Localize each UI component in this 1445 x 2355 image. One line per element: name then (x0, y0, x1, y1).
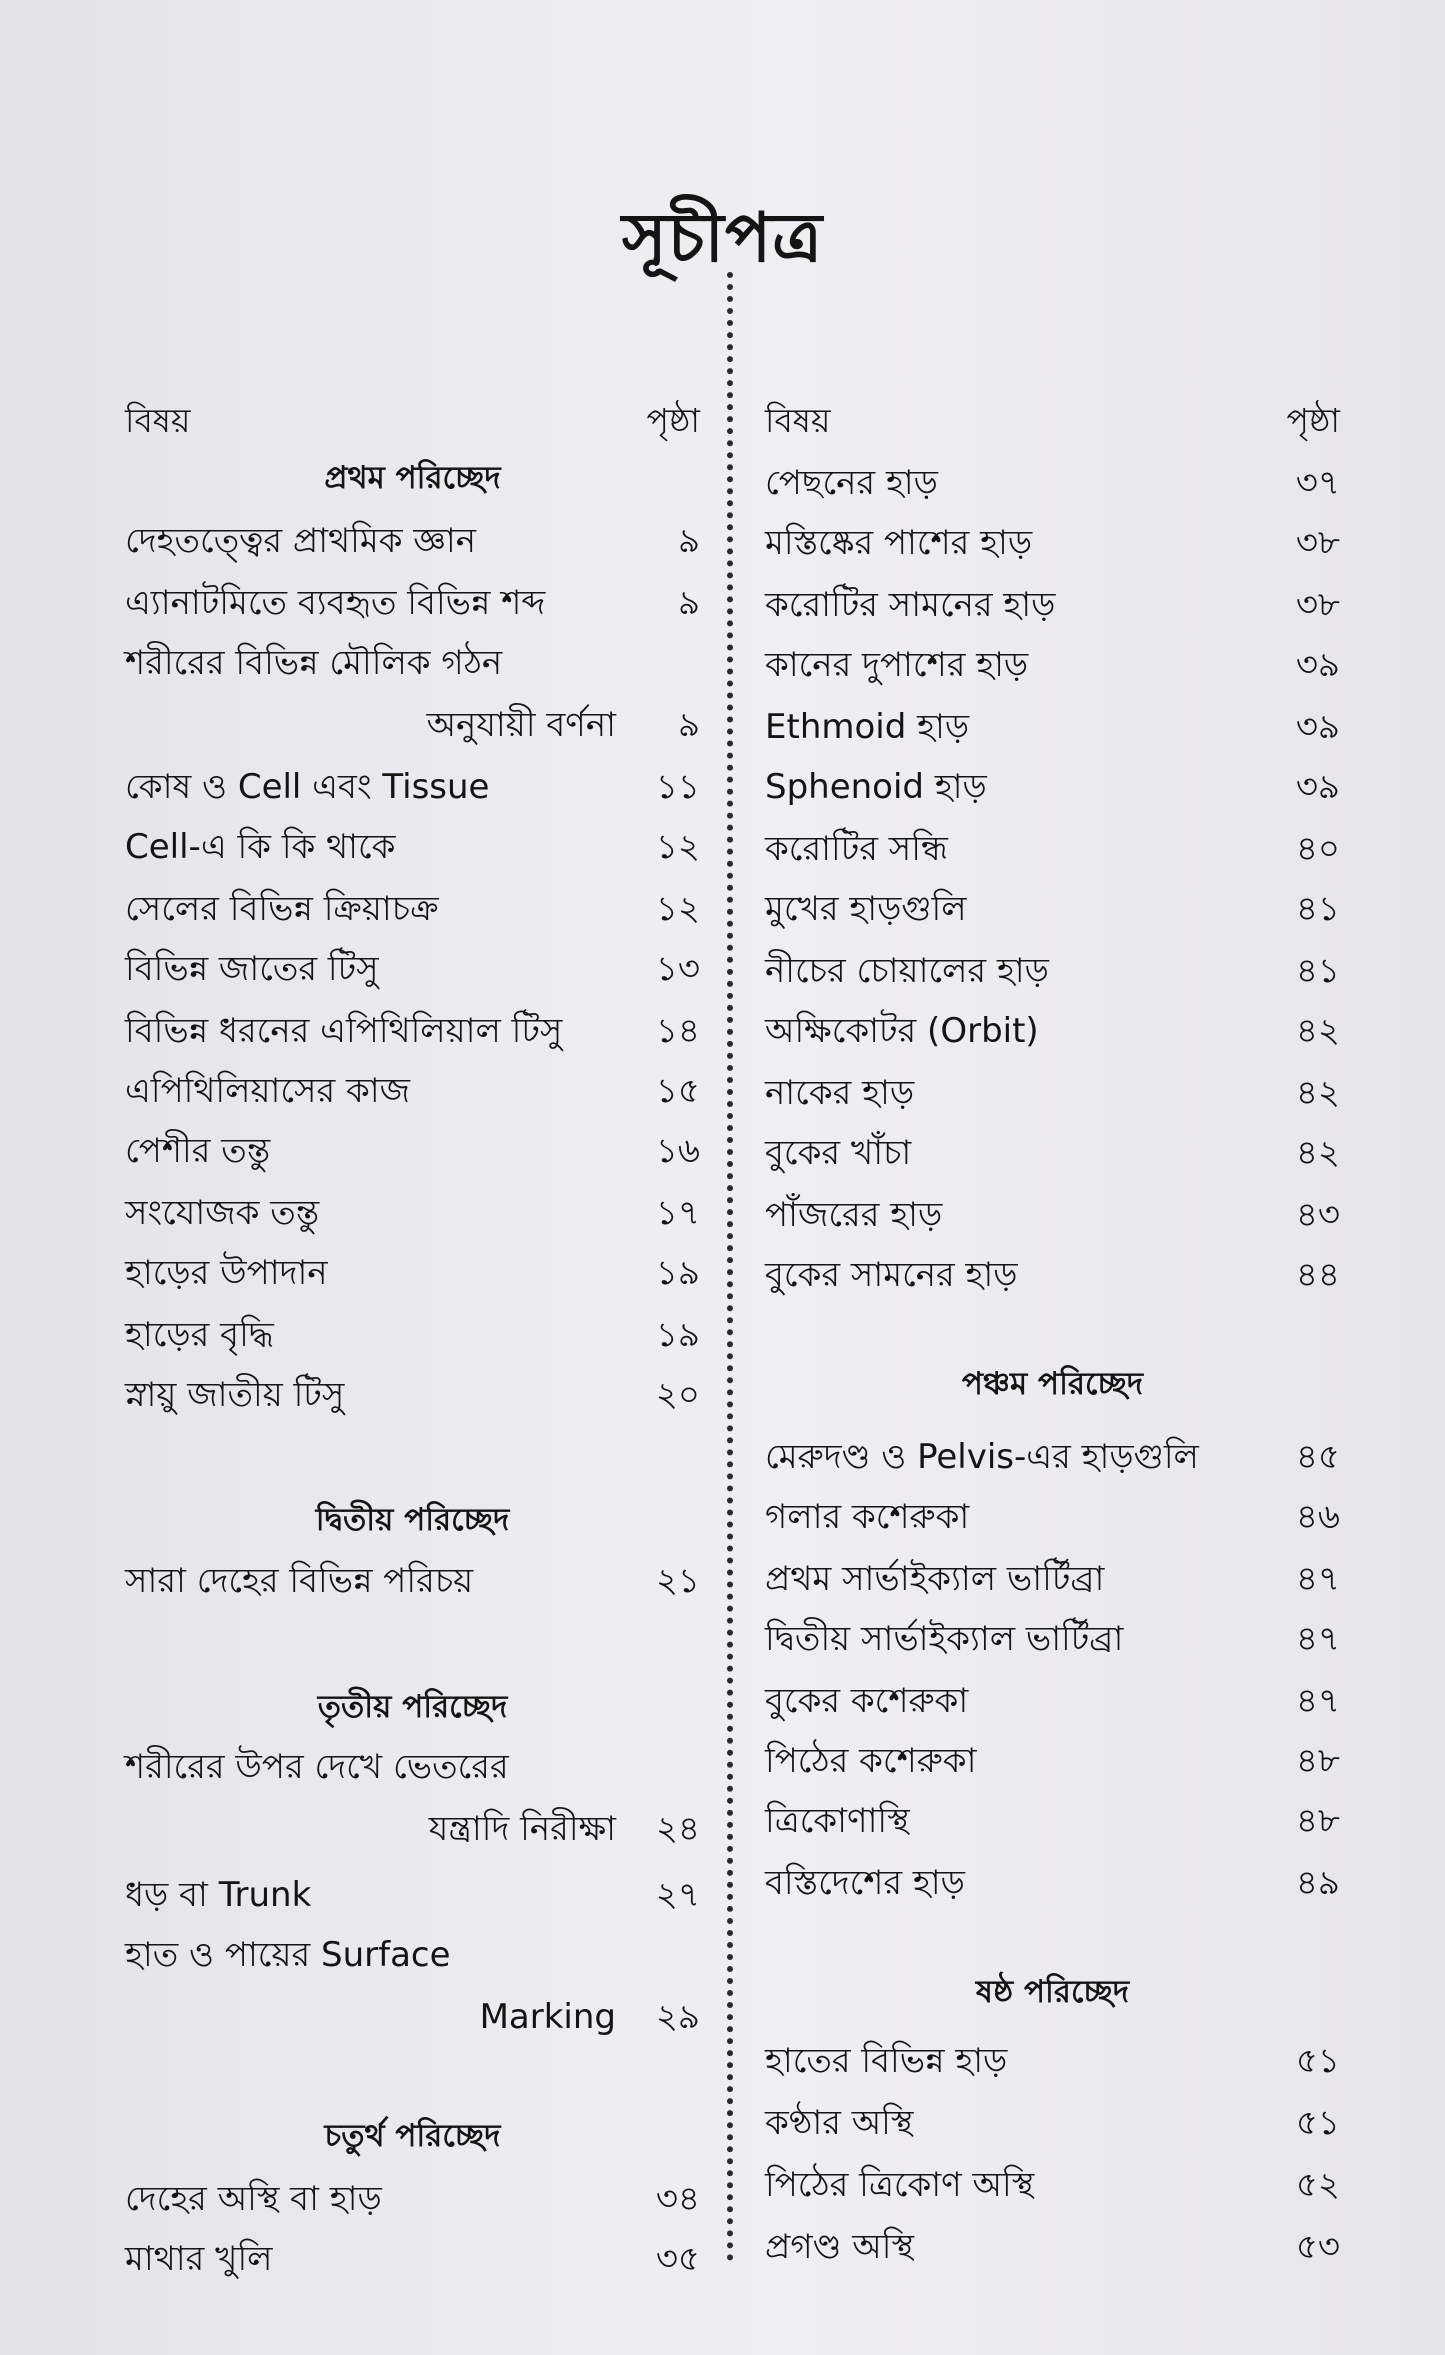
entry-title: বস্তিদেশের হাড় (765, 1863, 965, 1903)
entry-title: হাড়ের উপাদান (125, 1253, 328, 1293)
entry-title: কানের দুপাশের হাড় (765, 645, 1029, 685)
toc-entry[interactable] (125, 2233, 700, 2285)
entry-page: ১৩ (655, 949, 700, 989)
entry-page: ৪৭ (1295, 1559, 1340, 1599)
entry-title: করোটির সন্ধি (765, 829, 948, 869)
entry-page: ৪০ (1295, 829, 1340, 869)
entry-page: ২৯ (655, 1997, 700, 2037)
entry-title: Cell-এ কি কি থাকে (125, 827, 396, 867)
toc-entry[interactable] (125, 577, 700, 629)
entry-page: ৪৬ (1295, 1497, 1340, 1537)
entry-page: ৪১ (1295, 889, 1340, 929)
entry-title: Marking (479, 1997, 616, 2037)
toc-entry[interactable] (125, 761, 700, 813)
toc-entry[interactable] (765, 2159, 1340, 2211)
entry-page: ৯ (677, 521, 700, 561)
toc-entry[interactable] (765, 1795, 1340, 1847)
entry-page: ৪৭ (1295, 1681, 1340, 1721)
chapter-heading: দ্বিতীয় পরিচ্ছেদ (315, 1502, 510, 1538)
entry-title: সেলের বিভিন্ন ক্রিয়াচক্র (125, 889, 439, 929)
entry-title: নীচের চোয়ালের হাড় (765, 951, 1049, 991)
entry-page: ৪২ (1295, 1073, 1340, 1113)
toc-entry[interactable] (125, 883, 700, 935)
toc-entry[interactable] (765, 2221, 1340, 2273)
entry-page: ৪৭ (1295, 1619, 1340, 1659)
entry-page: ১৯ (655, 1315, 700, 1355)
entry-title: অক্ষিকোটর (Orbit) (765, 1011, 1039, 1051)
entry-title: দেহের অস্থি বা হাড় (125, 2179, 382, 2219)
entry-title: করোটির সামনের হাড় (765, 585, 1056, 625)
entry-page: ১২ (655, 889, 700, 929)
entry-page: ৫১ (1295, 2103, 1340, 2143)
toc-entry[interactable] (125, 1929, 700, 1981)
entry-page: ৪৩ (1295, 1195, 1340, 1235)
toc-entry[interactable] (125, 1065, 700, 1117)
toc-entry[interactable] (765, 457, 1340, 509)
entry-title: মস্তিষ্কের পাশের হাড় (765, 523, 1033, 563)
entry-title: দ্বিতীয় সার্ভাইক্যাল ভার্টিব্রা (765, 1619, 1124, 1659)
entry-title: পিঠের ত্রিকোণ অস্থি (765, 2165, 1035, 2205)
entry-page: ১২ (655, 827, 700, 867)
left-header-row (125, 395, 700, 447)
toc-entry[interactable] (765, 1491, 1340, 1543)
toc-entry[interactable] (125, 637, 700, 689)
entry-title: Ethmoid হাড় (765, 707, 970, 747)
entry-page: ১৬ (655, 1131, 700, 1171)
entry-title: বিভিন্ন জাতের টিসু (125, 949, 379, 989)
toc-entry[interactable] (125, 943, 700, 995)
toc-right-column (765, 395, 1340, 2295)
entry-title: প্রগণ্ড অস্থি (765, 2227, 914, 2267)
entry-page: ৫১ (1295, 2041, 1340, 2081)
toc-entry[interactable] (125, 1869, 700, 1921)
entry-title: মেরুদণ্ড ও Pelvis-এর হাড়গুলি (765, 1437, 1199, 1477)
toc-entry[interactable] (125, 2173, 700, 2225)
entry-title: বুকের খাঁচা (765, 1133, 912, 1173)
entry-title: পেছনের হাড় (765, 463, 938, 503)
entry-title: কণ্ঠার অস্থি (765, 2103, 914, 2143)
entry-title: শরীরের বিভিন্ন মৌলিক গঠন (125, 643, 503, 683)
toc-entry[interactable] (765, 1431, 1340, 1483)
entry-page: ৩৫ (655, 2239, 700, 2279)
toc-entry[interactable] (125, 1247, 700, 1299)
entry-page: ৪৯ (1295, 1863, 1340, 1903)
entry-page: ৪১ (1295, 951, 1340, 991)
toc-entry[interactable] (765, 1005, 1340, 1057)
entry-title: কোষ ও Cell এবং Tissue (125, 767, 490, 807)
entry-title: হাড়ের বৃদ্ধি (125, 1315, 274, 1355)
toc-entry[interactable] (125, 1555, 700, 1607)
entry-title: বুকের কশেরুকা (765, 1681, 969, 1721)
page-heading: পৃষ্ঠা (646, 401, 700, 440)
entry-title: ধড় বা Trunk (125, 1875, 312, 1915)
entry-title: যন্ত্রাদি নিরীক্ষা (428, 1809, 616, 1849)
entry-title: গলার কশেরুকা (765, 1497, 970, 1537)
entry-page: ৩৮ (1295, 523, 1340, 563)
toc-entry[interactable] (765, 761, 1340, 813)
entry-page: ৩৭ (1295, 463, 1340, 503)
entry-page: ৩৯ (1295, 645, 1340, 685)
chapter-heading: পঞ্চম পরিচ্ছেদ (961, 1366, 1144, 1402)
entry-title: হাত ও পায়ের Surface (125, 1935, 451, 1975)
entry-title: এ্যানাটমিতে ব্যবহৃত বিভিন্ন শব্দ (125, 583, 546, 623)
entry-title: দেহতত্ত্বের প্রাথমিক জ্ঞান (125, 521, 477, 561)
chapter-heading: ষষ্ঠ পরিচ্ছেদ (975, 1974, 1130, 2010)
entry-title: মাথার খুলি (125, 2239, 273, 2279)
chapter-heading: প্রথম পরিচ্ছেদ (324, 460, 501, 496)
entry-page: ৫২ (1295, 2165, 1340, 2205)
toc-entry[interactable] (765, 701, 1340, 753)
entry-title: নাকের হাড় (765, 1073, 915, 1113)
entry-page: ২০ (655, 1375, 700, 1415)
entry-page: ৪৪ (1295, 1255, 1340, 1295)
entry-title: প্রথম সার্ভাইক্যাল ভার্টিব্রা (765, 1559, 1105, 1599)
entry-page: ২৪ (655, 1809, 700, 1849)
entry-page: ৩৮ (1295, 585, 1340, 625)
toc-entry[interactable] (125, 1741, 700, 1793)
toc-entry[interactable] (125, 1125, 700, 1177)
toc-entry[interactable] (765, 517, 1340, 569)
toc-entry[interactable] (765, 579, 1340, 631)
toc-entry[interactable] (765, 1857, 1340, 1909)
entry-page: ৯ (677, 705, 700, 745)
entry-page: ৯ (677, 583, 700, 623)
entry-page: ১৫ (655, 1071, 700, 1111)
toc-entry[interactable] (765, 1067, 1340, 1119)
entry-title: বিভিন্ন ধরনের এপিথিলিয়াল টিসু (125, 1011, 563, 1051)
toc-entry[interactable] (765, 2097, 1340, 2149)
entry-title: অনুযায়ী বর্ণনা (426, 705, 616, 745)
toc-entry[interactable] (765, 1189, 1340, 1241)
toc-entry[interactable] (125, 1369, 700, 1421)
column-divider (727, 272, 733, 2262)
toc-entry-continued[interactable] (125, 1991, 700, 2043)
entry-page: ২১ (655, 1561, 700, 1601)
toc-entry[interactable] (765, 2035, 1340, 2087)
entry-title: পেশীর তন্তু (125, 1131, 271, 1171)
entry-page: ১৪ (655, 1011, 700, 1051)
entry-title: পাঁজরের হাড় (765, 1195, 943, 1235)
toc-entry[interactable] (765, 883, 1340, 935)
toc-entry-continued[interactable] (125, 699, 700, 751)
entry-page: ৪৮ (1295, 1801, 1340, 1841)
entry-page: ৩৪ (655, 2179, 700, 2219)
entry-page: ৪৫ (1295, 1437, 1340, 1477)
entry-page: ৪২ (1295, 1133, 1340, 1173)
right-header-row (765, 395, 1340, 447)
entry-title: স্নায়ু জাতীয় টিসু (125, 1375, 345, 1415)
entry-title: সারা দেহের বিভিন্ন পরিচয় (125, 1561, 474, 1601)
toc-entry[interactable] (125, 1005, 700, 1057)
entry-page: ৩৯ (1295, 767, 1340, 807)
toc-entry[interactable] (125, 1187, 700, 1239)
entry-page: ১১ (655, 767, 700, 807)
chapter-heading: চতুর্থ পরিচ্ছেদ (324, 2118, 501, 2154)
toc-entry[interactable] (765, 1613, 1340, 1665)
entry-page: ২৭ (655, 1875, 700, 1915)
toc-entry-continued[interactable] (125, 1803, 700, 1855)
toc-entry[interactable] (765, 1735, 1340, 1787)
entry-title: হাতের বিভিন্ন হাড় (765, 2041, 1008, 2081)
entry-page: ৫৩ (1295, 2227, 1340, 2267)
entry-title: এপিথিলিয়াসের কাজ (125, 1071, 411, 1111)
entry-title: শরীরের উপর দেখে ভেতরের (125, 1747, 509, 1787)
entry-title: Sphenoid হাড় (765, 767, 987, 807)
entry-page: ৩৯ (1295, 707, 1340, 747)
entry-title: মুখের হাড়গুলি (765, 889, 967, 929)
toc-entry[interactable] (765, 945, 1340, 997)
page-heading: পৃষ্ঠা (1286, 401, 1340, 440)
toc-entry[interactable] (765, 1553, 1340, 1605)
chapter-heading: তৃতীয় পরিচ্ছেদ (317, 1689, 508, 1725)
toc-entry[interactable] (125, 821, 700, 873)
toc-entry[interactable] (125, 1309, 700, 1361)
toc-entry[interactable] (765, 1675, 1340, 1727)
topic-heading: বিষয় (765, 401, 831, 440)
toc-entry[interactable] (125, 515, 700, 567)
toc-entry[interactable] (765, 1127, 1340, 1179)
entry-page: ৪৮ (1295, 1741, 1340, 1781)
entry-page: ৪২ (1295, 1011, 1340, 1051)
entry-title: পিঠের কশেরুকা (765, 1741, 977, 1781)
toc-entry[interactable] (765, 1249, 1340, 1301)
toc-entry[interactable] (765, 639, 1340, 691)
entry-title: সংযোজক তন্তু (125, 1193, 320, 1233)
toc-entry[interactable] (765, 823, 1340, 875)
entry-title: বুকের সামনের হাড় (765, 1255, 1018, 1295)
entry-title: ত্রিকোণাস্থি (765, 1801, 910, 1841)
page-title: সূচীপত্র (621, 199, 824, 278)
toc-left-column (125, 395, 700, 2295)
entry-page: ১৯ (655, 1253, 700, 1293)
topic-heading: বিষয় (125, 401, 191, 440)
entry-page: ১৭ (655, 1193, 700, 1233)
